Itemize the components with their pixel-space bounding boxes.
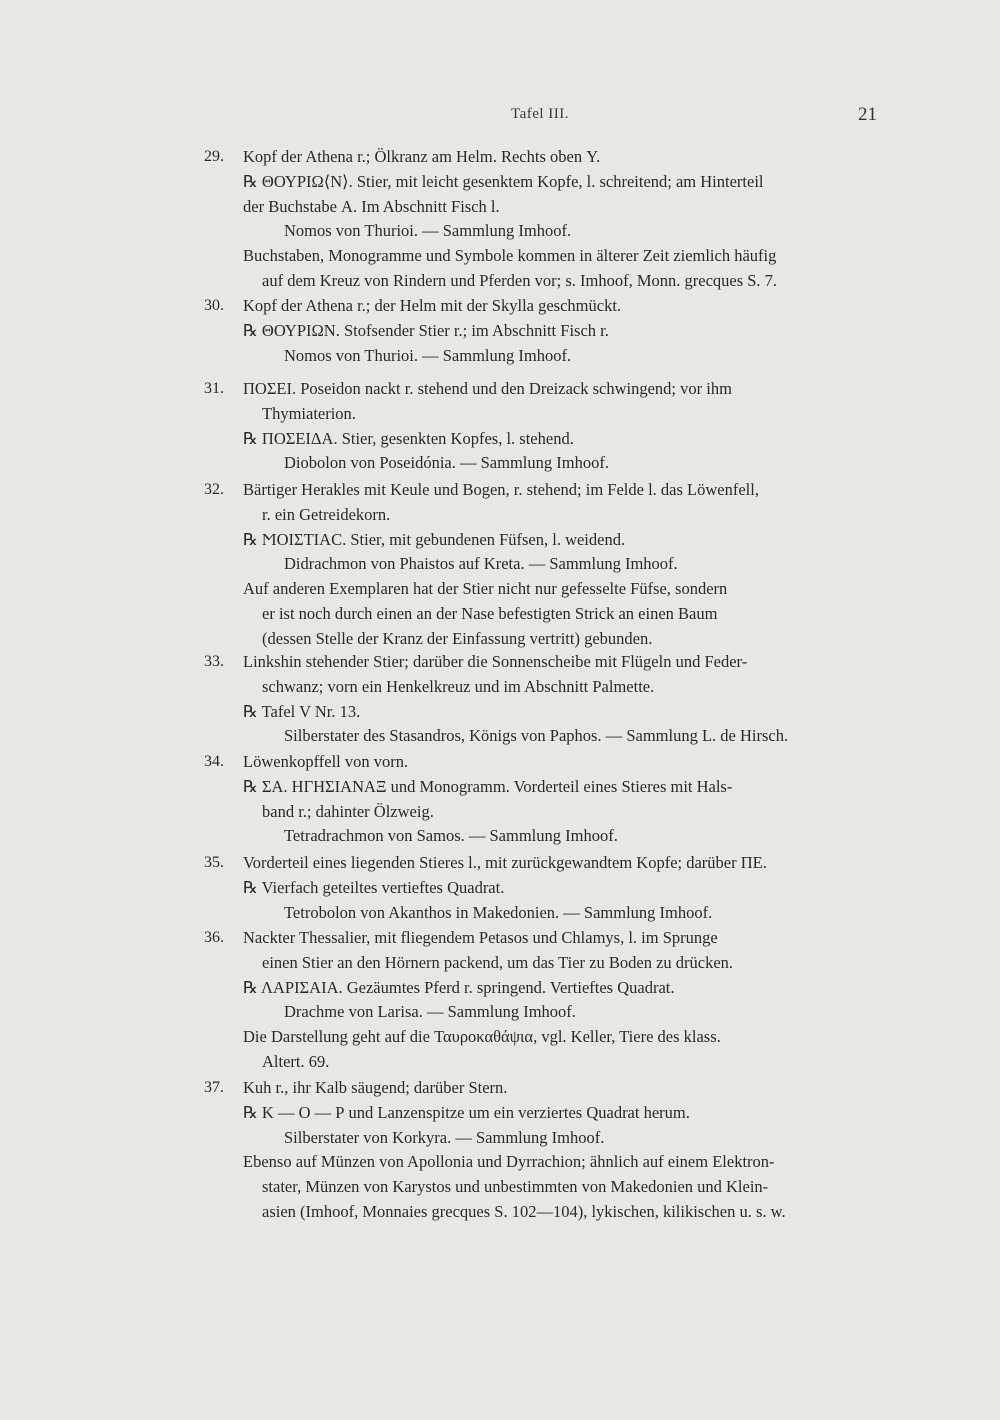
entry-line: (dessen Stelle der Kranz der Einfassung vertritt) gebunden. (262, 628, 653, 648)
entry-line: Thymiaterion. (262, 403, 356, 423)
entry-line: Ebenso auf Münzen von Apollonia und Dyrrachion; ähnlich auf einem Elektron- (243, 1152, 775, 1172)
entry-line: ℞ ΘΟΥΡΙΩΝ. Stofsender Stier r.; im Abschnitt Fisch r. (243, 320, 609, 340)
entry-line: ℞ Κ — Ο — Ρ und Lanzenspitze um ein verziertes Quadrat herum. (243, 1102, 690, 1122)
entry-line: einen Stier an den Hörnern packend, um das Tier zu Boden zu drücken. (262, 952, 734, 972)
entry-number: 32. (204, 481, 224, 498)
entry-line: Silberstater von Korkyra. — Sammlung Imhoof. (284, 1127, 605, 1147)
entry-line: Tetrobolon von Akanthos in Makedonien. — Sammlung Imhoof. (284, 902, 713, 922)
entry-line: Diobolon von Poseidónia. — Sammlung Imhoof. (284, 453, 609, 473)
entry-line: ℞ ΘΟΥΡΙΩ⟨Ν⟩. Stier, mit leicht gesenktem Kopfe, l. schreitend; am Hinterteil (243, 171, 764, 191)
entry-line: Linkshin stehender Stier; darüber die Sonnenscheibe mit Flügeln und Feder- (243, 652, 748, 671)
entry-line: Nackter Thessalier, mit fliegendem Petasos und Chlamys, l. im Sprunge (243, 928, 718, 947)
entry-line: band r.; dahinter Ölzweig. (262, 801, 434, 821)
entry-line: Kopf der Athena r.; der Helm mit der Skylla geschmückt. (243, 296, 622, 315)
entry-line: Buchstaben, Monogramme und Symbole kommen in älterer Zeit ziemlich häufig (243, 246, 777, 266)
entry-line: Kuh r., ihr Kalb säugend; darüber Stern. (243, 1078, 508, 1097)
entry-line: er ist noch durch einen an der Nase befestigten Strick an einen Baum (262, 604, 718, 623)
entry-line: Kopf der Athena r.; Ölkranz am Helm. Rechts oben Υ. (243, 147, 601, 166)
entry-line: Löwenkopffell von vorn. (243, 752, 409, 771)
page-number: 21 (858, 104, 877, 125)
entry-line: r. ein Getreidekorn. (262, 504, 391, 524)
entry-line: ℞ Vierfach geteiltes vertieftes Quadrat. (243, 877, 505, 897)
entry-line: Nomos von Thurioi. — Sammlung Imhoof. (284, 221, 572, 241)
entry-line: Tetradrachmon von Samos. — Sammlung Imhoof. (284, 826, 618, 846)
entry-number: 29. (204, 148, 224, 165)
entry-line: asien (Imhoof, Monnaies grecques S. 102—104), lykischen, kilikischen u. s. w. (262, 1202, 786, 1221)
entry-line: Bärtiger Herakles mit Keule und Bogen, r. stehend; im Felde l. das Löwenfell, (243, 480, 759, 499)
entry-line: ℞ ΛΑΡΙΣΑΙΑ. Gezäumtes Pferd r. springend. Vertieftes Quadrat. (243, 977, 675, 997)
entry-number: 30. (204, 297, 224, 314)
entry-line: ℞ ΣΑ. ΗΓΗΣΙΑΝΑΞ und Monogramm. Vorderteil eines Stieres mit Hals- (243, 776, 733, 796)
entry-line: Drachme von Larisa. — Sammlung Imhoof. (284, 1002, 576, 1022)
page-header-title: Tafel III. (510, 106, 570, 122)
entry-line: der Buchstabe Α. Im Abschnitt Fisch l. (243, 196, 500, 216)
entry-line: Didrachmon von Phaistos auf Kreta. — Sammlung Imhoof. (284, 554, 678, 574)
entry-line: ℞ Tafel V Nr. 13. (243, 701, 361, 721)
entry-number: 34. (204, 753, 224, 770)
entry-line: Altert. 69. (262, 1052, 330, 1071)
entry-number: 36. (204, 929, 224, 946)
entry-line: Nomos von Thurioi. — Sammlung Imhoof. (284, 345, 572, 365)
entry-number: 33. (204, 653, 224, 670)
entry-line: ΠΟΣΕΙ. Poseidon nackt r. stehend und den Dreizack schwingend; vor ihm (243, 379, 732, 398)
entry-line: stater, Münzen von Karystos und unbestimmten von Makedonien und Klein- (262, 1177, 769, 1197)
entry-line: Silberstater des Stasandros, Königs von Paphos. — Sammlung L. de Hirsch. (284, 726, 789, 746)
entry-line: Auf anderen Exemplaren hat der Stier nicht nur gefesselte Füfse, sondern (243, 579, 728, 599)
entry-line: ℞ ΠΟΣΕΙΔΑ. Stier, gesenkten Kopfes, l. stehend. (243, 428, 574, 448)
entry-line: ℞ ϺΟΙΣΤΙΑϹ. Stier, mit gebundenen Füfsen, l. weidend. (243, 529, 626, 549)
entry-number: 35. (204, 854, 224, 871)
entry-line: Die Darstellung geht auf die Ταυροκαθάψια, vgl. Keller, Tiere des klass. (243, 1027, 721, 1047)
entry-number: 31. (204, 380, 224, 397)
entry-number: 37. (204, 1079, 224, 1096)
entry-line: Vorderteil eines liegenden Stieres l., mit zurückgewandtem Kopfe; darüber ΠΕ. (243, 853, 767, 872)
entry-line: schwanz; vorn ein Henkelkreuz und im Abschnitt Palmette. (262, 676, 655, 696)
entry-line: auf dem Kreuz von Rindern und Pferden vor; s. Imhoof, Monn. grecques S. 7. (262, 271, 778, 290)
